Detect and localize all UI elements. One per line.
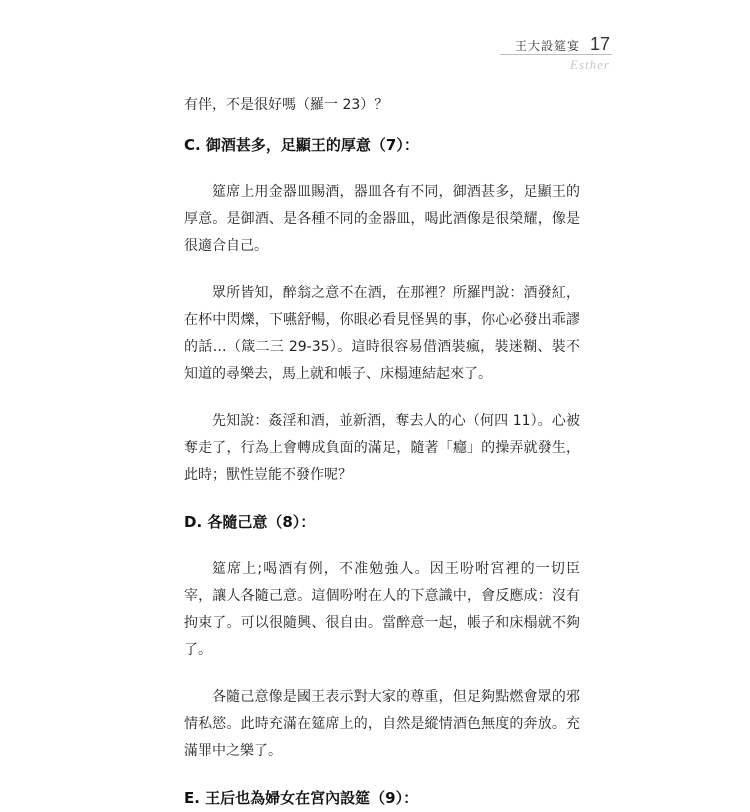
paragraph-4: 筵席上;喝酒有例，不准勉強人。因王吩咐宮裡的一切臣宰，讓人各隨己意。這個吩咐在人的下意識中，會反應成：沒有拘束了。可以很隨興、很自由。當醉意一起，帳子和床榻就不夠了。 xyxy=(184,561,580,658)
paragraph-2: 眾所皆知，醉翁之意不在酒，在那裡？所羅門說：酒發紅，在杯中閃爍，下嚥舒暢，你眼必看見怪異的事，你心必發出乖謬的話…（箴二三 29-35）。這時很容易借酒裝瘋，裝迷糊、裝不知道的尋樂去，馬上就和帳子、床榻連結起來了。 xyxy=(184,285,580,382)
running-title: 王大設筵宴 xyxy=(514,39,580,53)
heading-d: D. 各隨己意（8）： xyxy=(184,513,316,531)
heading-c: C. 御酒甚多，足顯王的厚意（7）： xyxy=(184,136,419,154)
section-tag: Esther xyxy=(570,57,610,72)
header-rule xyxy=(500,54,612,55)
page-number: 17 xyxy=(589,34,610,54)
body-text xyxy=(184,92,580,812)
heading-e: E. 王后也為婦女在宮內設筵（9）： xyxy=(184,789,419,807)
page-header xyxy=(515,34,610,55)
paragraph-continuation: 有伴，不是很好嗎（羅一 23）？ xyxy=(184,97,389,113)
paragraph-3: 先知說：姦淫和酒，並新酒，奪去人的心（何四 11）。心被奪走了，行為上會轉成負面的滿足，隨著「癮」的操弄就發生，此時；獸性豈能不發作呢？ xyxy=(184,413,580,483)
paragraph-1: 筵席上用金器皿賜酒，器皿各有不同，御酒甚多，足顯王的厚意。是御酒、是各種不同的金器皿，喝此酒像是很榮耀，像是很適合自己。 xyxy=(184,184,580,254)
paragraph-5: 各隨己意像是國王表示對大家的尊重，但足夠點燃會眾的邪情私慾。此時充滿在筵席上的，自然是縱情酒色無度的奔放。充滿罪中之樂了。 xyxy=(184,689,580,759)
